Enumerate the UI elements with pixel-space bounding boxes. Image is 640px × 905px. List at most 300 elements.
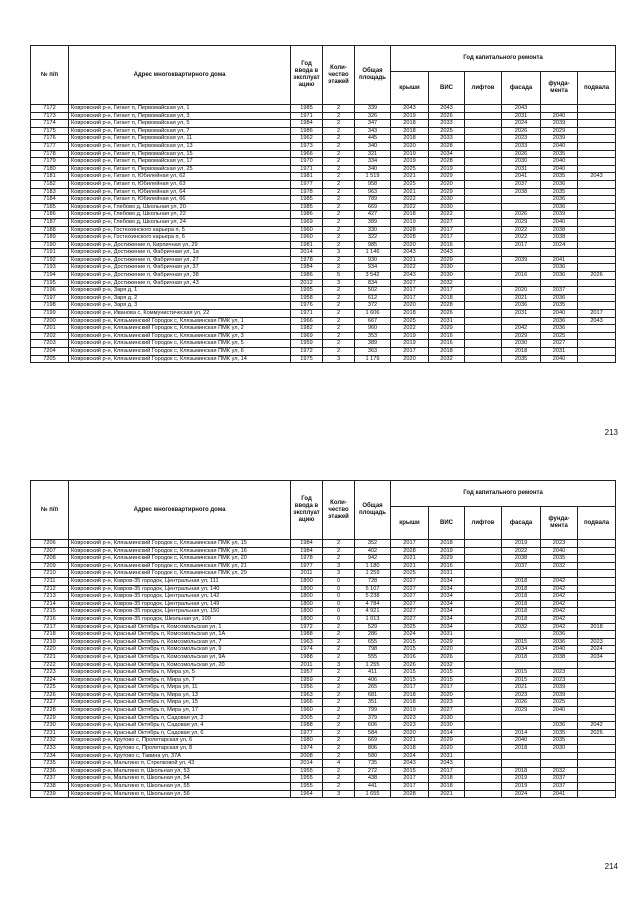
table-cell: 2022 xyxy=(391,264,429,272)
table-cell: 1981 xyxy=(291,241,323,249)
table-cell: 2 xyxy=(323,699,355,707)
table-row xyxy=(31,173,616,181)
table-row xyxy=(31,279,616,287)
table-cell xyxy=(578,234,616,242)
table-cell: 2026 xyxy=(429,653,465,661)
table-row xyxy=(31,325,616,333)
table-cell: 7221 xyxy=(31,653,69,661)
table-cell: 2018 xyxy=(391,699,429,707)
table-cell: 2024 xyxy=(578,646,616,654)
table-cell: 330 xyxy=(355,226,391,234)
table-cell: 2018 xyxy=(502,585,541,593)
table-cell: 2 xyxy=(323,203,355,211)
table-cell: 2034 xyxy=(578,653,616,661)
table-cell: 1960 xyxy=(291,707,323,715)
table-cell: 2019 xyxy=(391,340,429,348)
table-cell: 985 xyxy=(355,241,391,249)
table-row xyxy=(31,158,616,166)
col-address-header: Адрес многоквартирного дома xyxy=(69,481,291,540)
table-row xyxy=(31,234,616,242)
table-cell: 1960 xyxy=(291,226,323,234)
table-cell: Ковровский р-н, Глебово д, Школьная ул, 22 xyxy=(69,211,291,219)
table-cell: 2 xyxy=(323,317,355,325)
table-cell: 2018 xyxy=(391,135,429,143)
table-cell: 834 xyxy=(355,279,391,287)
table-cell: 7233 xyxy=(31,745,69,753)
col-facade-header: фасада xyxy=(502,72,541,105)
table-cell: Ковровский р-н, Крутово с, Пролетарская ул, 8 xyxy=(69,745,291,753)
table-cell: 7179 xyxy=(31,158,69,166)
table-cell: 1995 xyxy=(291,287,323,295)
table-cell: 2041 xyxy=(541,256,578,264)
table-cell: 2031 xyxy=(502,112,541,120)
table-cell: 2023 xyxy=(578,638,616,646)
table-cell: 2025 xyxy=(429,127,465,135)
table-cell xyxy=(578,783,616,791)
table-cell xyxy=(578,340,616,348)
table-cell xyxy=(578,302,616,310)
table-cell: 2018 xyxy=(391,691,429,699)
table-cell xyxy=(465,264,502,272)
table-cell: 2018 xyxy=(502,767,541,775)
table-cell: 1 259 xyxy=(355,570,391,578)
table-cell: 2021 xyxy=(391,737,429,745)
table-cell: 2 xyxy=(323,722,355,730)
table-row xyxy=(31,348,616,356)
table-cell xyxy=(578,142,616,150)
table-row xyxy=(31,112,616,120)
table-cell: 7204 xyxy=(31,348,69,356)
table-cell xyxy=(578,540,616,548)
table-cell: 1969 xyxy=(291,332,323,340)
table-cell: 2040 xyxy=(541,355,578,363)
table-cell: 2 xyxy=(323,646,355,654)
table-cell: 2015 xyxy=(429,669,465,677)
table-cell: 286 xyxy=(355,631,391,639)
table-cell: 2014 xyxy=(291,249,323,257)
table-cell: 2036 xyxy=(541,180,578,188)
table-cell: 2 xyxy=(323,264,355,272)
table-cell: 2028 xyxy=(429,142,465,150)
table-cell: 2017 xyxy=(429,684,465,692)
table-cell: 2029 xyxy=(429,188,465,196)
table-cell xyxy=(465,684,502,692)
table-cell: 1963 xyxy=(291,691,323,699)
table-cell: 2021 xyxy=(391,188,429,196)
table-cell: 2 xyxy=(323,196,355,204)
table-cell: 7208 xyxy=(31,555,69,563)
table-cell xyxy=(578,752,616,760)
table-cell: Ковровский р-н, Гигант п, Первомайская ул, 1 xyxy=(69,105,291,113)
table-cell: 2017 xyxy=(429,287,465,295)
table-cell xyxy=(578,112,616,120)
table-cell: 7229 xyxy=(31,714,69,722)
table-cell xyxy=(465,752,502,760)
table-cell xyxy=(465,631,502,639)
table-cell: 1988 xyxy=(291,653,323,661)
table-row xyxy=(31,646,616,654)
table-cell xyxy=(578,593,616,601)
table-cell: Ковровский р-н, Достижение п, Фабричная ул, 37 xyxy=(69,264,291,272)
table-cell: 0 xyxy=(323,600,355,608)
table-cell: 2019 xyxy=(391,218,429,226)
table-cell: 1981 xyxy=(291,173,323,181)
table-cell: 7230 xyxy=(31,722,69,730)
table-cell: 958 xyxy=(355,180,391,188)
table-cell: Ковровский р-н, Ковров-35 городок, Школьная ул, 109 xyxy=(69,615,291,623)
table-cell: Ковровский р-н, Красный Октябрь п, Комсомольская ул, 20 xyxy=(69,661,291,669)
table-cell: 669 xyxy=(355,737,391,745)
table-cell: 1973 xyxy=(291,142,323,150)
table-row xyxy=(31,729,616,737)
table-row xyxy=(31,249,616,257)
table-cell xyxy=(578,745,616,753)
table-cell: 5 238 xyxy=(355,593,391,601)
table-cell: 406 xyxy=(355,676,391,684)
table-cell: 2043 xyxy=(429,760,465,768)
table-cell: 2032 xyxy=(429,355,465,363)
table-cell: 2019 xyxy=(391,707,429,715)
table-cell: 2014 xyxy=(291,760,323,768)
table-cell xyxy=(578,165,616,173)
table-cell xyxy=(465,570,502,578)
table-cell xyxy=(465,234,502,242)
table-cell xyxy=(578,332,616,340)
table-cell xyxy=(465,302,502,310)
table-cell: 2 xyxy=(323,287,355,295)
table-cell: 2036 xyxy=(541,722,578,730)
table-cell xyxy=(465,203,502,211)
table-cell xyxy=(465,325,502,333)
table-cell xyxy=(502,631,541,639)
table-cell: 1959 xyxy=(291,676,323,684)
table-cell: 2021 xyxy=(502,294,541,302)
table-cell: 379 xyxy=(355,714,391,722)
table-cell xyxy=(465,638,502,646)
table-cell: 2036 xyxy=(541,264,578,272)
table-cell: 2021 xyxy=(502,684,541,692)
table-cell: Ковровский р-н, Гигант п, Юбилейная ул, 64 xyxy=(69,188,291,196)
table-cell: 7212 xyxy=(31,585,69,593)
table-cell: 2039 xyxy=(541,120,578,128)
table-cell: 2030 xyxy=(429,264,465,272)
table-cell: 2043 xyxy=(578,173,616,181)
table-cell: 2043 xyxy=(502,105,541,113)
table-cell: 2035 xyxy=(541,150,578,158)
table-header xyxy=(31,46,616,105)
table-cell: Ковровский р-н, Мальтино п, Стрелковой ул, 43 xyxy=(69,760,291,768)
table-cell: 606 xyxy=(355,722,391,730)
col-year-header: Год ввода в эксплуат ацию xyxy=(291,46,323,105)
table-cell: 2017 xyxy=(391,294,429,302)
table-cell: 2026 xyxy=(391,661,429,669)
table-cell xyxy=(578,790,616,798)
table-cell: 2034 xyxy=(429,593,465,601)
table-cell: 7206 xyxy=(31,540,69,548)
table-cell xyxy=(465,608,502,616)
col-facade-header: фасада xyxy=(502,507,541,540)
table-row xyxy=(31,684,616,692)
table-cell: 2034 xyxy=(502,646,541,654)
table-cell xyxy=(502,661,541,669)
table-row xyxy=(31,653,616,661)
table-cell xyxy=(578,264,616,272)
table-cell: 2021 xyxy=(429,790,465,798)
table-cell: 2025 xyxy=(391,180,429,188)
table-cell: 2029 xyxy=(502,218,541,226)
table-cell: Ковровский р-н, Клязьминский Городок с, Клязьминская ПМК ул, 29 xyxy=(69,570,291,578)
table-cell: 3 xyxy=(323,279,355,287)
table-row xyxy=(31,302,616,310)
table-cell: 2040 xyxy=(541,310,578,318)
table-cell: 2023 xyxy=(391,714,429,722)
table-cell xyxy=(578,737,616,745)
col-num-header: № п/п xyxy=(31,481,69,540)
table-cell: 2026 xyxy=(502,699,541,707)
table-cell: 2033 xyxy=(429,135,465,143)
table-cell: 347 xyxy=(355,120,391,128)
table-cell: 4 xyxy=(323,760,355,768)
table-cell: 930 xyxy=(355,256,391,264)
table-row xyxy=(31,775,616,783)
table-cell: Ковровский р-н, Красный Октябрь п, Комсомольская ул, 1 xyxy=(69,623,291,631)
table-cell: 2032 xyxy=(541,562,578,570)
table-row xyxy=(31,555,616,563)
table-cell xyxy=(578,150,616,158)
table-cell: 402 xyxy=(355,547,391,555)
table-cell: 7183 xyxy=(31,188,69,196)
table-cell: 3 xyxy=(323,249,355,257)
table-cell: 7238 xyxy=(31,783,69,791)
table-cell: 2 xyxy=(323,310,355,318)
table-body xyxy=(31,105,616,363)
table-cell xyxy=(465,623,502,631)
table-cell: 2043 xyxy=(429,249,465,257)
table-cell: 7185 xyxy=(31,203,69,211)
table-cell: 502 xyxy=(355,287,391,295)
table-cell: 2 xyxy=(323,653,355,661)
table-cell: 321 xyxy=(355,150,391,158)
table-cell xyxy=(578,188,616,196)
table-cell: 322 xyxy=(355,234,391,242)
table-cell: 2 xyxy=(323,234,355,242)
table-cell: 2040 xyxy=(541,165,578,173)
table-cell xyxy=(465,249,502,257)
table-row xyxy=(31,105,616,113)
table-cell: 372 xyxy=(355,302,391,310)
table-cell: 7216 xyxy=(31,615,69,623)
table-cell: 1972 xyxy=(291,348,323,356)
table-cell: 1959 xyxy=(291,340,323,348)
col-roof-header: крыши xyxy=(391,507,429,540)
table-cell xyxy=(578,226,616,234)
table-cell: 334 xyxy=(355,158,391,166)
table-cell xyxy=(578,562,616,570)
table-cell: 2 xyxy=(323,714,355,722)
table-cell: 7197 xyxy=(31,294,69,302)
table-cell: 2021 xyxy=(391,173,429,181)
table-cell: 2037 xyxy=(541,287,578,295)
table-row xyxy=(31,790,616,798)
table-cell: 265 xyxy=(355,684,391,692)
table-cell: 2019 xyxy=(429,165,465,173)
table-cell: 2035 xyxy=(541,302,578,310)
table-cell: Ковровский р-н, Гигант п, Первомайская ул, 5 xyxy=(69,120,291,128)
table-cell: 1955 xyxy=(291,775,323,783)
table-cell: 2018 xyxy=(429,783,465,791)
table-cell: 7231 xyxy=(31,729,69,737)
table-row xyxy=(31,120,616,128)
table-cell: 2018 xyxy=(429,775,465,783)
table-cell: 806 xyxy=(355,745,391,753)
table-row xyxy=(31,737,616,745)
table-cell: 2025 xyxy=(391,623,429,631)
table-cell: 2 xyxy=(323,180,355,188)
table-cell: Ковровский р-н, Клязьминский Городок с, Клязьминская ПМК ул, 6 xyxy=(69,348,291,356)
table-row xyxy=(31,150,616,158)
table-cell xyxy=(465,355,502,363)
table-cell: 7236 xyxy=(31,767,69,775)
table-cell: 2 xyxy=(323,105,355,113)
table-cell: 7173 xyxy=(31,112,69,120)
table-cell: 340 xyxy=(355,165,391,173)
table-cell: 2030 xyxy=(429,203,465,211)
table-cell: Ковровский р-н, Клязьминский Городок с, Клязьминская ПМК ул, 15 xyxy=(69,540,291,548)
table-cell xyxy=(578,203,616,211)
table-cell: 4 784 xyxy=(355,600,391,608)
col-lift-header: лифтов xyxy=(465,72,502,105)
table-cell: 2019 xyxy=(391,332,429,340)
table-cell: Ковровский р-н, Гигант п, Первомайская ул, 25 xyxy=(69,165,291,173)
table-cell xyxy=(502,249,541,257)
table-cell: Ковровский р-н, Клязьминский Городок с, Клязьминская ПМК ул, 14 xyxy=(69,355,291,363)
table-cell: 2017 xyxy=(578,310,616,318)
table-cell xyxy=(541,279,578,287)
table-cell xyxy=(578,767,616,775)
table-cell: 7201 xyxy=(31,325,69,333)
table-cell: 0 xyxy=(323,615,355,623)
table-cell: 343 xyxy=(355,127,391,135)
table-cell: Ковровский р-н, Заря д, 3 xyxy=(69,302,291,310)
table-cell: 2022 xyxy=(391,203,429,211)
table-cell: Ковровский р-н, Иванова с, Коммунистическая ул, 22 xyxy=(69,310,291,318)
table-cell: 1969 xyxy=(291,218,323,226)
table-cell: 2036 xyxy=(541,203,578,211)
col-basement-header: подвала xyxy=(578,72,616,105)
table-cell: 7232 xyxy=(31,737,69,745)
table-cell xyxy=(578,699,616,707)
table-cell: Ковровский р-н, Гигант п, Юбилейная ул, 62 xyxy=(69,173,291,181)
table-row xyxy=(31,691,616,699)
table-cell: 2036 xyxy=(502,302,541,310)
table-cell: Ковровский р-н, Гигант п, Юбилейная ул, 66 xyxy=(69,196,291,204)
table-cell: 2023 xyxy=(391,722,429,730)
table-cell: 2020 xyxy=(391,729,429,737)
table-cell: Ковровский р-н, Гигант п, Первомайская ул, 7 xyxy=(69,127,291,135)
table-cell xyxy=(502,279,541,287)
table-cell xyxy=(465,332,502,340)
table-cell: 1975 xyxy=(291,355,323,363)
table-cell: 2029 xyxy=(429,638,465,646)
table-cell: 1955 xyxy=(291,767,323,775)
table-cell: 7181 xyxy=(31,173,69,181)
table-cell: 2023 xyxy=(541,676,578,684)
table-cell: 1978 xyxy=(291,256,323,264)
table-cell: 2040 xyxy=(541,218,578,226)
table-cell: 2034 xyxy=(429,615,465,623)
table-cell: 2 xyxy=(323,112,355,120)
table-cell: 2028 xyxy=(391,790,429,798)
table-cell: 2017 xyxy=(429,234,465,242)
table-cell: 2027 xyxy=(391,279,429,287)
table-cell xyxy=(502,203,541,211)
table-cell: 1970 xyxy=(291,158,323,166)
table-cell: 1966 xyxy=(291,317,323,325)
table-row xyxy=(31,783,616,791)
table-row xyxy=(31,340,616,348)
table-cell xyxy=(578,547,616,555)
table-cell: 2 xyxy=(323,745,355,753)
col-floors-header: Коли-чество этажей xyxy=(323,46,355,105)
table-cell: 1 655 xyxy=(355,790,391,798)
table-row xyxy=(31,272,616,280)
table-cell: 2023 xyxy=(502,691,541,699)
table-cell: 2015 xyxy=(391,638,429,646)
table-cell xyxy=(541,714,578,722)
table-cell: 3 xyxy=(323,562,355,570)
table-cell xyxy=(465,348,502,356)
table-cell: 934 xyxy=(355,264,391,272)
table-cell: 1971 xyxy=(291,165,323,173)
table-row xyxy=(31,631,616,639)
table-cell: 352 xyxy=(355,540,391,548)
table-cell: 2034 xyxy=(429,577,465,585)
table-cell: 2015 xyxy=(391,767,429,775)
table-row xyxy=(31,547,616,555)
table-cell: 7189 xyxy=(31,234,69,242)
table-cell: 7202 xyxy=(31,332,69,340)
table-cell: 2018 xyxy=(391,310,429,318)
table-cell: 2025 xyxy=(541,332,578,340)
table-cell xyxy=(465,699,502,707)
table-row xyxy=(31,196,616,204)
table-cell: 2 xyxy=(323,150,355,158)
table-cell: 7213 xyxy=(31,593,69,601)
table-cell: 2027 xyxy=(391,577,429,585)
table-cell: 2027 xyxy=(391,593,429,601)
table-cell: 7172 xyxy=(31,105,69,113)
table-cell xyxy=(465,722,502,730)
table-cell: 2020 xyxy=(391,142,429,150)
table-cell: 2039 xyxy=(541,691,578,699)
table-cell: 2035 xyxy=(541,188,578,196)
table-cell: 1971 xyxy=(291,112,323,120)
table-cell: 681 xyxy=(355,691,391,699)
table-cell: 2017 xyxy=(429,767,465,775)
table-row xyxy=(31,310,616,318)
table-row xyxy=(31,577,616,585)
table-row xyxy=(31,562,616,570)
table-cell xyxy=(578,585,616,593)
table-cell: 2039 xyxy=(541,135,578,143)
table-row xyxy=(31,570,616,578)
table-cell: 2016 xyxy=(429,332,465,340)
table-cell: Ковровский р-н, Красный Октябрь п, Мира ул, 13 xyxy=(69,691,291,699)
table-cell: 2043 xyxy=(391,760,429,768)
table-row xyxy=(31,585,616,593)
table-cell: 1986 xyxy=(291,272,323,280)
table-cell: 2030 xyxy=(502,158,541,166)
